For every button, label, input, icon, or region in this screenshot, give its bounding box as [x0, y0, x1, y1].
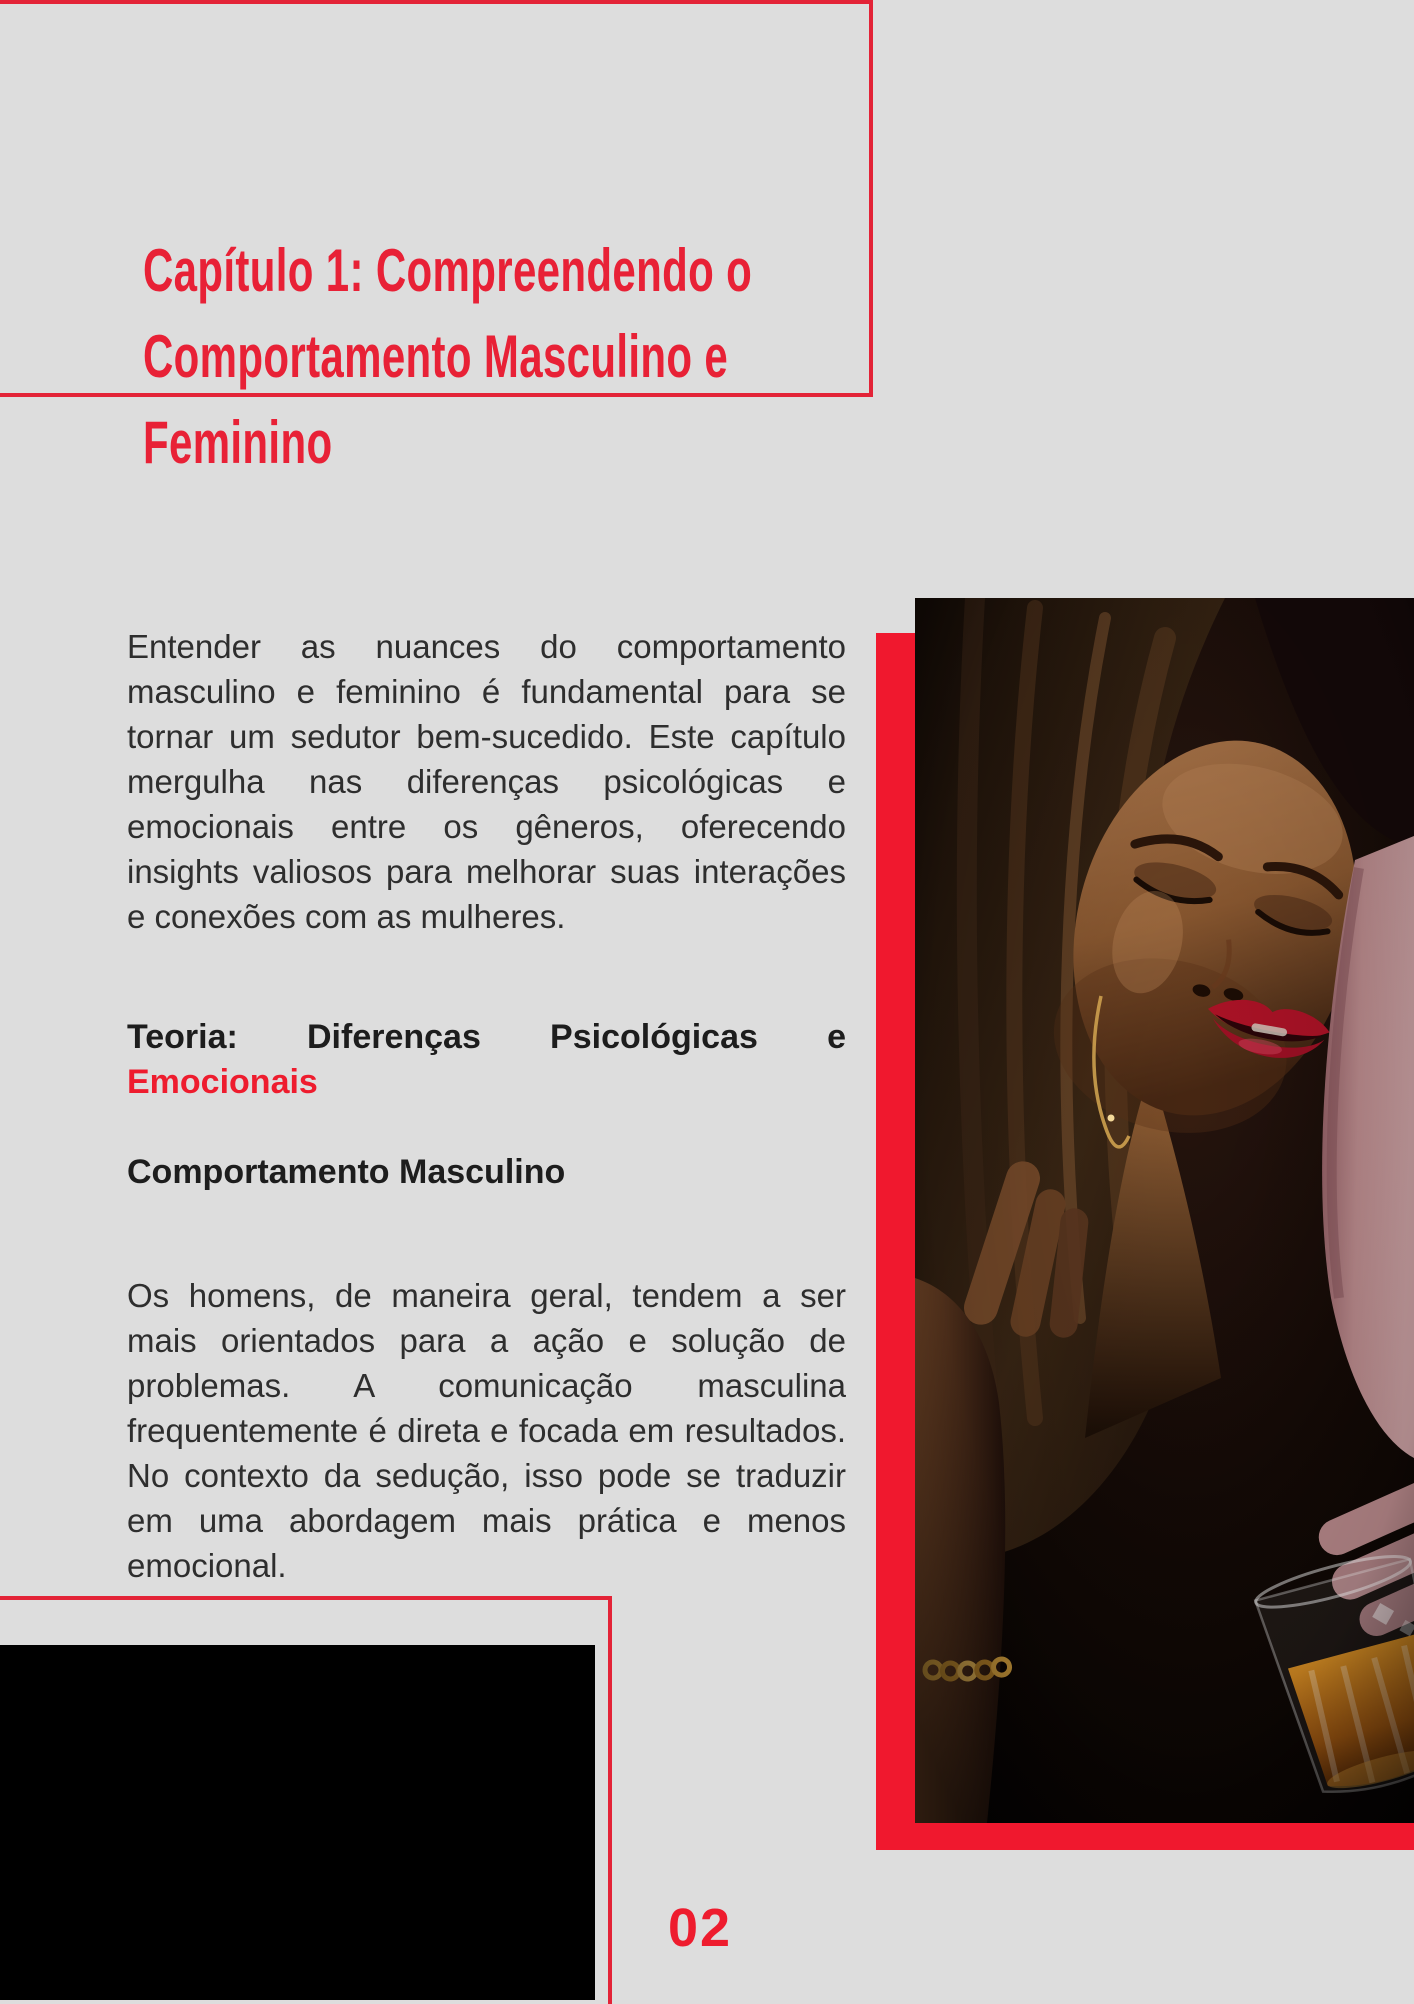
section-heading — [127, 1015, 846, 1105]
photo-vignette — [915, 598, 1414, 1823]
body-paragraph: Os homens, de maneira geral, tendem a ser mais orientados para a ação e solução de problemas. A comunicação masculina frequentemente é direta e focada em resultados. No contexto da sedução, isso pode se traduzir em uma abordagem mais prática e menos emocional. — [127, 1277, 846, 1584]
sub-heading: Comportamento Masculino — [127, 1153, 566, 1191]
page-number: 02 — [668, 1898, 733, 1958]
black-panel — [0, 1645, 595, 2000]
photo-frame — [915, 598, 1414, 1823]
chapter-title-line-1: Capítulo 1: Compreendendo o — [143, 237, 753, 304]
photo-illustration — [915, 598, 1414, 1823]
chapter-title — [143, 228, 1043, 486]
chapter-title-line-3: Feminino — [143, 409, 333, 476]
section-heading-accent: Emocionais — [127, 1063, 318, 1101]
intro-paragraph: Entender as nuances do comportamento masculino e feminino é fundamental para se tornar um sedutor bem-sucedido. Este capítulo mergulha nas diferenças psicológicas e emocionais entre os gêneros, oferecendo insights valiosos para melhorar suas interações e conexões com as mulheres. — [127, 628, 846, 935]
section-heading-line1: Teoria: Diferenças Psicológicas e — [127, 1018, 846, 1056]
chapter-title-line-2: Comportamento Masculino e — [143, 323, 729, 390]
